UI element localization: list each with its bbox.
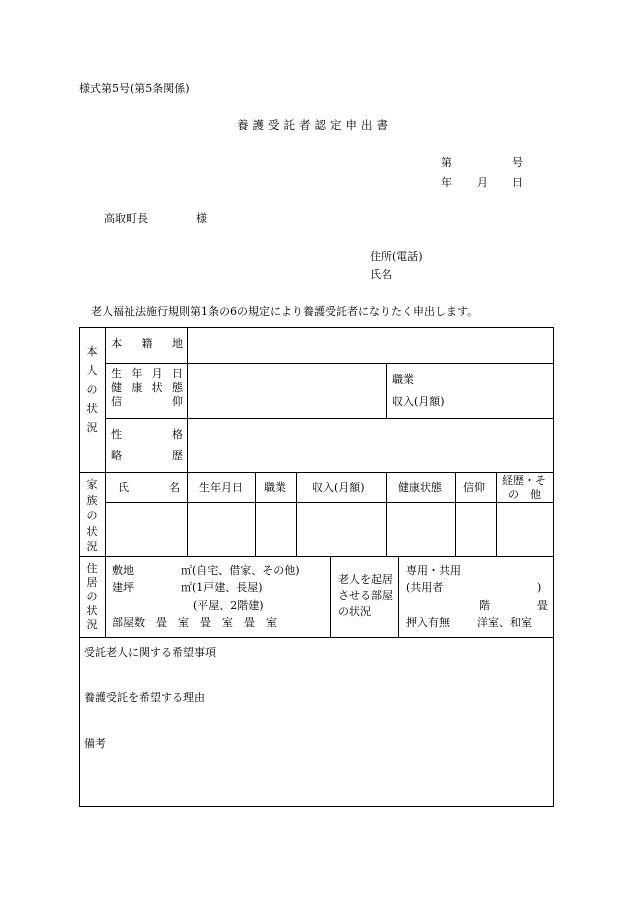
line-fam-col-3 bbox=[386, 472, 387, 556]
line-section-3 bbox=[79, 637, 553, 638]
date-day: 日 bbox=[512, 176, 523, 189]
floor-options: (平屋、2階建) bbox=[193, 599, 264, 612]
label-shinko: 信 仰 bbox=[111, 395, 183, 408]
number-dai: 第 bbox=[441, 156, 452, 169]
label-jo: 畳 bbox=[537, 599, 548, 612]
label-biko: 備考 bbox=[84, 737, 106, 750]
label-kyoyosha: (共用者 bbox=[406, 581, 444, 594]
label-seinengappi: 生 年 月 日 bbox=[111, 367, 183, 380]
section-honnin-label: 本 人 の 状 況 bbox=[86, 345, 98, 434]
label-shunyu: 収入(月額) bbox=[392, 395, 445, 408]
line-honseki bbox=[105, 363, 553, 364]
label-ryakureki: 略 歴 bbox=[111, 449, 183, 462]
header-shunyu: 収入(月額) bbox=[312, 481, 365, 494]
tatetsubo-options: ㎡(1戸建、長屋) bbox=[181, 581, 263, 594]
number-go: 号 bbox=[512, 156, 523, 169]
addressee: 高取町長 bbox=[104, 212, 148, 225]
label-yoshitsu: 洋室、和室 bbox=[477, 616, 532, 629]
date-month: 月 bbox=[477, 176, 488, 189]
header-keireki-2: の 他 bbox=[508, 488, 541, 501]
label-okiheya-1: 老人を起居 bbox=[338, 573, 393, 586]
kyoyosha-close: ) bbox=[537, 581, 542, 594]
line-res-col-1 bbox=[330, 556, 331, 637]
line-seikaku bbox=[105, 418, 553, 419]
section-kazoku-label: 家 族 の 状 況 bbox=[86, 478, 98, 553]
header-seinengappi: 生年月日 bbox=[199, 481, 243, 494]
label-riyu: 養護受託を希望する理由 bbox=[84, 691, 205, 704]
line-res-col-2 bbox=[398, 556, 399, 637]
label-okiheya-2: させる部屋 bbox=[338, 589, 393, 602]
line-fam-col-4 bbox=[455, 472, 456, 556]
line-shokugyo-col bbox=[386, 363, 387, 418]
line-section-1 bbox=[79, 472, 553, 473]
line-fam-col-1 bbox=[255, 472, 256, 556]
label-senyo: 専用・共用 bbox=[406, 564, 461, 577]
label-shokugyo: 職業 bbox=[392, 373, 414, 386]
line-section-2 bbox=[79, 556, 553, 557]
shikichi-options: ㎡(自宅、借家、その他) bbox=[181, 564, 300, 577]
section-jukyo-label: 住 居 の 状 況 bbox=[86, 562, 98, 631]
label-shikichi: 敷地 bbox=[112, 564, 134, 577]
label-honseki: 本 籍 地 bbox=[111, 337, 183, 350]
label-oshiire: 押入有無 bbox=[406, 616, 450, 629]
header-shokugyo: 職業 bbox=[264, 481, 286, 494]
line-family-header bbox=[105, 502, 553, 503]
statement: 老人福祉法施行規則第1条の6の規定により養護受託者になりたく申出します。 bbox=[91, 305, 479, 318]
line-fam-col-2 bbox=[296, 472, 297, 556]
header-shinko: 信仰 bbox=[463, 481, 485, 494]
label-kibo: 受託老人に関する希望事項 bbox=[84, 646, 216, 659]
form-number: 様式第5号(第5条関係) bbox=[79, 82, 190, 95]
header-kenko: 健康状態 bbox=[398, 481, 442, 494]
line-section-col bbox=[105, 327, 106, 637]
label-kai: 階 bbox=[479, 599, 490, 612]
document-title: 養護受託者認定申出書 bbox=[237, 118, 392, 132]
label-tatetsubo: 建坪 bbox=[112, 581, 134, 594]
header-keireki-1: 経歴・そ bbox=[502, 474, 546, 487]
date-year: 年 bbox=[441, 176, 452, 189]
line-fam-col-5 bbox=[496, 472, 497, 556]
label-heyasu: 部屋数 畳 室 畳 室 畳 室 bbox=[112, 616, 277, 629]
label-seikaku: 性 格 bbox=[111, 428, 183, 441]
label-kenko: 健 康 状 態 bbox=[111, 381, 183, 394]
label-okiheya-3: の状況 bbox=[338, 605, 371, 618]
header-shimei: 氏 名 bbox=[118, 481, 180, 494]
address-label: 住所(電話) bbox=[370, 250, 423, 263]
name-label: 氏名 bbox=[370, 268, 392, 281]
line-label-col bbox=[187, 327, 188, 556]
addressee-sama: 様 bbox=[196, 212, 207, 225]
